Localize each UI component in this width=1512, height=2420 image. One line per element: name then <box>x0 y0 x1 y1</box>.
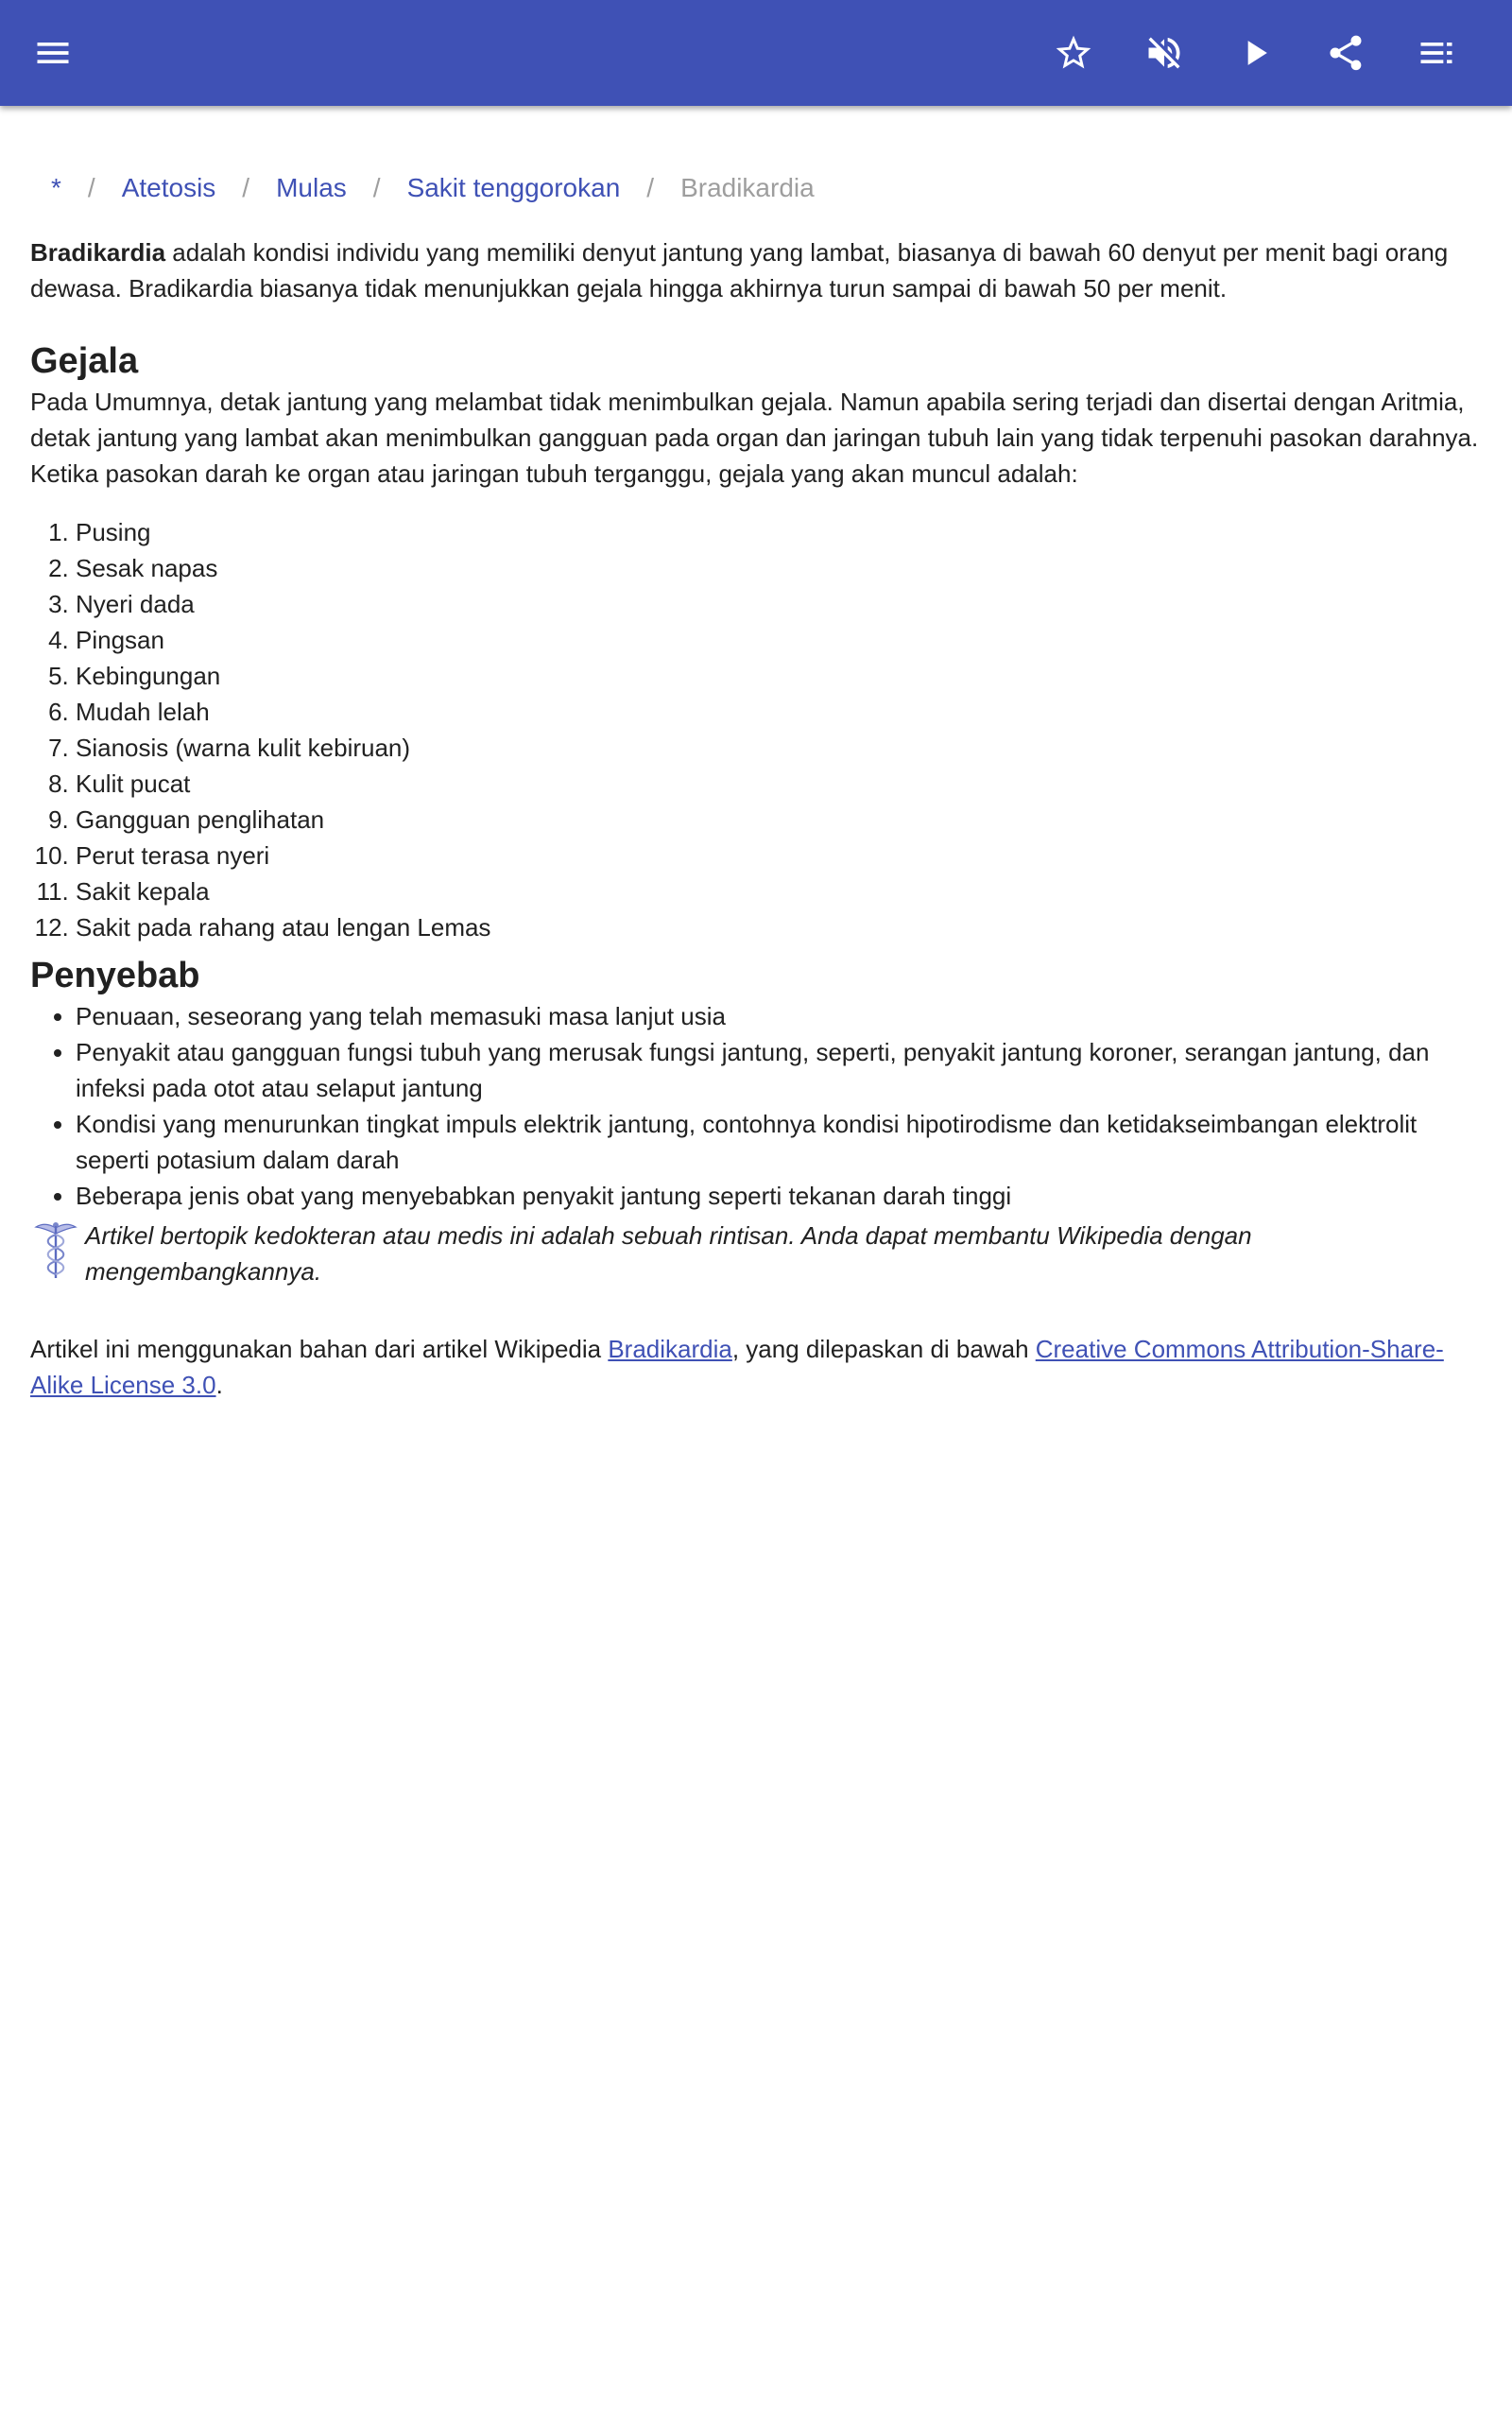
breadcrumb-item-atetosis[interactable]: Atetosis <box>121 173 216 202</box>
list-item: • Penuaan, seseorang yang telah memasuki masa lanjut usia <box>76 998 1482 1034</box>
favorite-button[interactable] <box>1043 23 1104 83</box>
list-item: 7. Sianosis (warna kulit kebiruan) <box>76 730 1482 766</box>
stub-text: Artikel bertopik kedokteran atau medis ini adalah sebuah rintisan. Anda dapat membantu Wikipedia dengan mengembangkannya. <box>85 1221 1252 1286</box>
breadcrumb-item-mulas[interactable]: Mulas <box>276 173 347 202</box>
source-article-link[interactable]: Bradikardia <box>608 1335 732 1363</box>
section-title-penyebab: Penyebab <box>30 956 200 995</box>
license-middle: , yang dilepaskan di bawah <box>731 1335 1036 1363</box>
play-icon <box>1234 32 1276 74</box>
license-link[interactable]: Creative Commons Attribution-Share-Alike License 3.0 <box>30 1335 1444 1399</box>
breadcrumb-separator: / <box>242 173 250 202</box>
list-item: 6. Mudah lelah <box>76 694 1482 730</box>
intro-paragraph <box>30 234 1482 306</box>
breadcrumb-item-sakit-tenggorokan[interactable]: Sakit tenggorokan <box>406 173 621 202</box>
list-item: 4. Pingsan <box>76 622 1482 658</box>
list-item: • Penyakit atau gangguan fungsi tubuh yang merusak fungsi jantung, seperti, penyakit jantung koroner, serangan jantung, dan infeksi pada otot atau selaput jantung <box>76 1034 1482 1106</box>
list-item: 12. Sakit pada rahang atau lengan Lemas <box>76 909 1482 945</box>
menu-icon <box>32 32 74 74</box>
play-button[interactable] <box>1225 23 1285 83</box>
caduceus-icon <box>32 1219 79 1280</box>
mute-button[interactable] <box>1134 23 1194 83</box>
list-item: 10. Perut terasa nyeri <box>76 838 1482 873</box>
list-item: 9. Gangguan penglihatan <box>76 802 1482 838</box>
contents-button[interactable] <box>1406 23 1467 83</box>
app-toolbar <box>0 0 1512 106</box>
cause-list <box>30 998 1482 1214</box>
stub-notice <box>30 1218 1482 1289</box>
breadcrumb-item-home[interactable]: * <box>51 173 61 202</box>
star-outline-icon <box>1053 32 1094 74</box>
list-item: 11. Sakit kepala <box>76 873 1482 909</box>
list-item: 1. Pusing <box>76 514 1482 550</box>
list-item: • Beberapa jenis obat yang menyebabkan penyakit jantung seperti tekanan darah tinggi <box>76 1178 1482 1214</box>
share-icon <box>1325 32 1366 74</box>
intro-term: Bradikardia <box>30 238 166 267</box>
breadcrumb-separator: / <box>87 173 95 202</box>
license-paragraph <box>30 1331 1482 1403</box>
article-content <box>30 106 1482 1403</box>
list-item: 3. Nyeri dada <box>76 586 1482 622</box>
list-item: • Kondisi yang menurunkan tingkat impuls elektrik jantung, contohnya kondisi hipotirodisme dan ketidakseimbangan elektrolit seperti potasium dalam darah <box>76 1106 1482 1178</box>
gejala-paragraph: Pada Umumnya, detak jantung yang melambat tidak menimbulkan gejala. Namun apabila sering terjadi dan disertai dengan Aritmia, detak jantung yang lambat akan menimbulkan gangguan pada organ dan jaringan tubuh lain yang tidak terpenuhi pasokan darahnya. Ketika pasokan darah ke organ atau jaringan tubuh terganggu, gejala yang akan muncul adalah: <box>30 388 1479 488</box>
breadcrumb-separator: / <box>372 173 381 202</box>
list-item: 2. Sesak napas <box>76 550 1482 586</box>
license-prefix: Artikel ini menggunakan bahan dari artikel Wikipedia <box>30 1335 609 1363</box>
volume-off-icon <box>1143 32 1185 74</box>
section-title-gejala: Gejala <box>30 341 139 381</box>
list-item: 5. Kebingungan <box>76 658 1482 694</box>
list-item: 8. Kulit pucat <box>76 766 1482 802</box>
list-icon <box>1416 32 1457 74</box>
breadcrumb <box>30 166 1482 210</box>
share-button[interactable] <box>1315 23 1376 83</box>
breadcrumb-separator: / <box>646 173 655 202</box>
license-suffix: . <box>215 1371 223 1399</box>
breadcrumb-current: Bradikardia <box>680 173 815 202</box>
menu-button[interactable] <box>23 23 83 83</box>
intro-text: adalah kondisi individu yang memiliki denyut jantung yang lambat, biasanya di bawah 60 denyut per menit bagi orang dewasa. Bradikardia biasanya tidak menunjukkan gejala hingga akhirnya turun sampai di bawah 50 per menit. <box>30 238 1449 302</box>
symptom-list <box>30 514 1482 945</box>
